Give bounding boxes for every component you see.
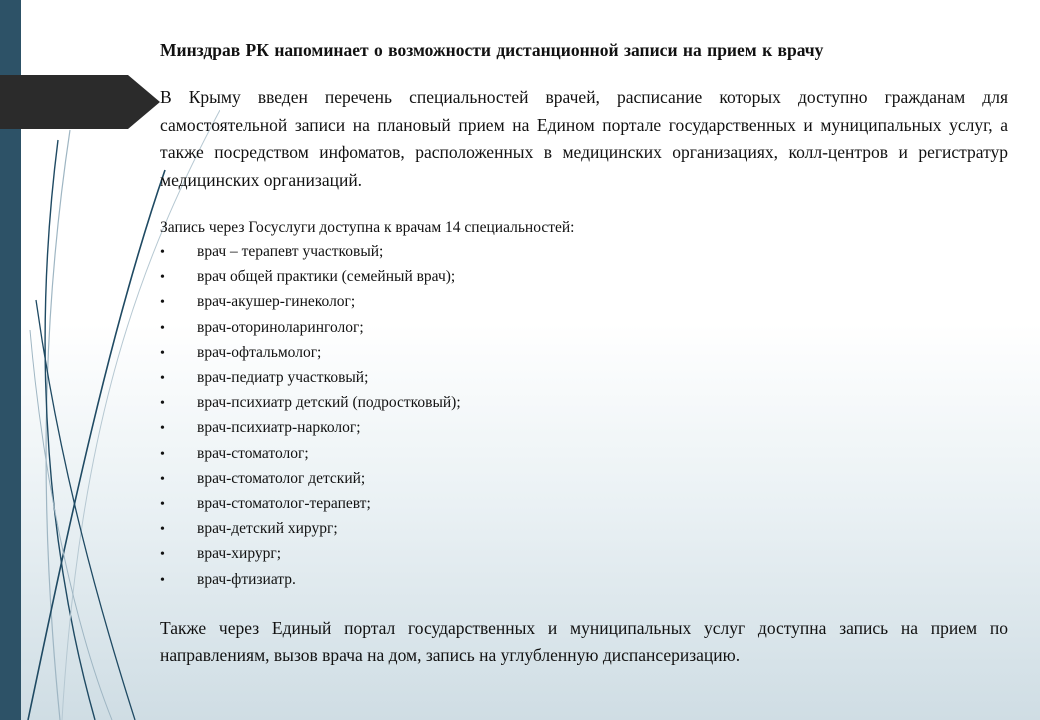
arrow-tab-shape <box>0 75 160 129</box>
list-item <box>160 316 1008 341</box>
list-item <box>160 265 1008 290</box>
specialty-label: врач-психиатр-нарколог; <box>197 419 361 437</box>
list-item <box>160 467 1008 492</box>
specialty-label: врач-детский хирург; <box>197 520 338 538</box>
slide-content <box>160 38 1008 670</box>
list-item <box>160 290 1008 315</box>
list-item <box>160 416 1008 441</box>
bullet-icon: • <box>160 471 165 487</box>
bullet-icon: • <box>160 396 165 412</box>
bullet-icon: • <box>160 446 165 462</box>
bullet-icon: • <box>160 547 165 563</box>
specialty-label: врач-психиатр детский (подростковый); <box>197 394 461 412</box>
specialty-label: врач-стоматолог-терапевт; <box>197 495 371 513</box>
specialty-label: врач-оториноларинголог; <box>197 318 364 336</box>
specialty-label: врач-педиатр участковый; <box>197 369 369 387</box>
bullet-icon: • <box>160 497 165 513</box>
bullet-icon: • <box>160 371 165 387</box>
closing-paragraph: Также через Единый портал государственных и муниципальных услуг доступна запись на прием по направлениям, вызов врача на дом, запись на углубленную диспансеризацию. <box>160 617 1008 666</box>
bullet-icon: • <box>160 522 165 538</box>
bullet-icon: • <box>160 270 165 286</box>
specialty-list <box>160 240 1008 593</box>
list-item <box>160 391 1008 416</box>
intro-paragraph: В Крыму введен перечень специальностей врачей, расписание которых доступно гражданам для самостоятельной записи на плановый прием на Едином портале государственных и муниципальных услуг, а также посредством инфоматов, расположенных в медицинских организациях, колл-центров и регистратур медицинских организаций. <box>160 87 1008 190</box>
list-item <box>160 240 1008 265</box>
list-item <box>160 442 1008 467</box>
specialty-label: врач-офтальмолог; <box>197 343 322 361</box>
deco-curve-5 <box>36 300 135 720</box>
specialty-label: врач-акушер-гинеколог; <box>197 293 356 311</box>
bullet-icon: • <box>160 320 165 336</box>
specialty-label: врач-фтизиатр. <box>197 570 296 588</box>
specialty-label: врач-стоматолог; <box>197 444 309 462</box>
specialty-label: врач-хирург; <box>197 545 282 563</box>
list-item <box>160 568 1008 593</box>
bullet-icon: • <box>160 421 165 437</box>
list-item <box>160 341 1008 366</box>
bullet-icon: • <box>160 345 165 361</box>
specialty-label: врач – терапевт участковый; <box>197 243 384 260</box>
list-item <box>160 542 1008 567</box>
list-item <box>160 517 1008 542</box>
bullet-icon: • <box>160 295 165 311</box>
list-item <box>160 366 1008 391</box>
list-item <box>160 492 1008 517</box>
bullet-icon: • <box>160 572 165 588</box>
specialty-label: врач общей практики (семейный врач); <box>197 268 456 286</box>
slide-title: Минздрав РК напоминает о возможности дистанционной записи на прием к врачу <box>160 40 824 60</box>
specialty-label: врач-стоматолог детский; <box>197 469 366 487</box>
bullet-icon: • <box>160 245 165 260</box>
deco-curve-6 <box>30 330 112 720</box>
list-heading: Запись через Госуслуги доступна к врачам 14 специальностей: <box>160 219 575 236</box>
